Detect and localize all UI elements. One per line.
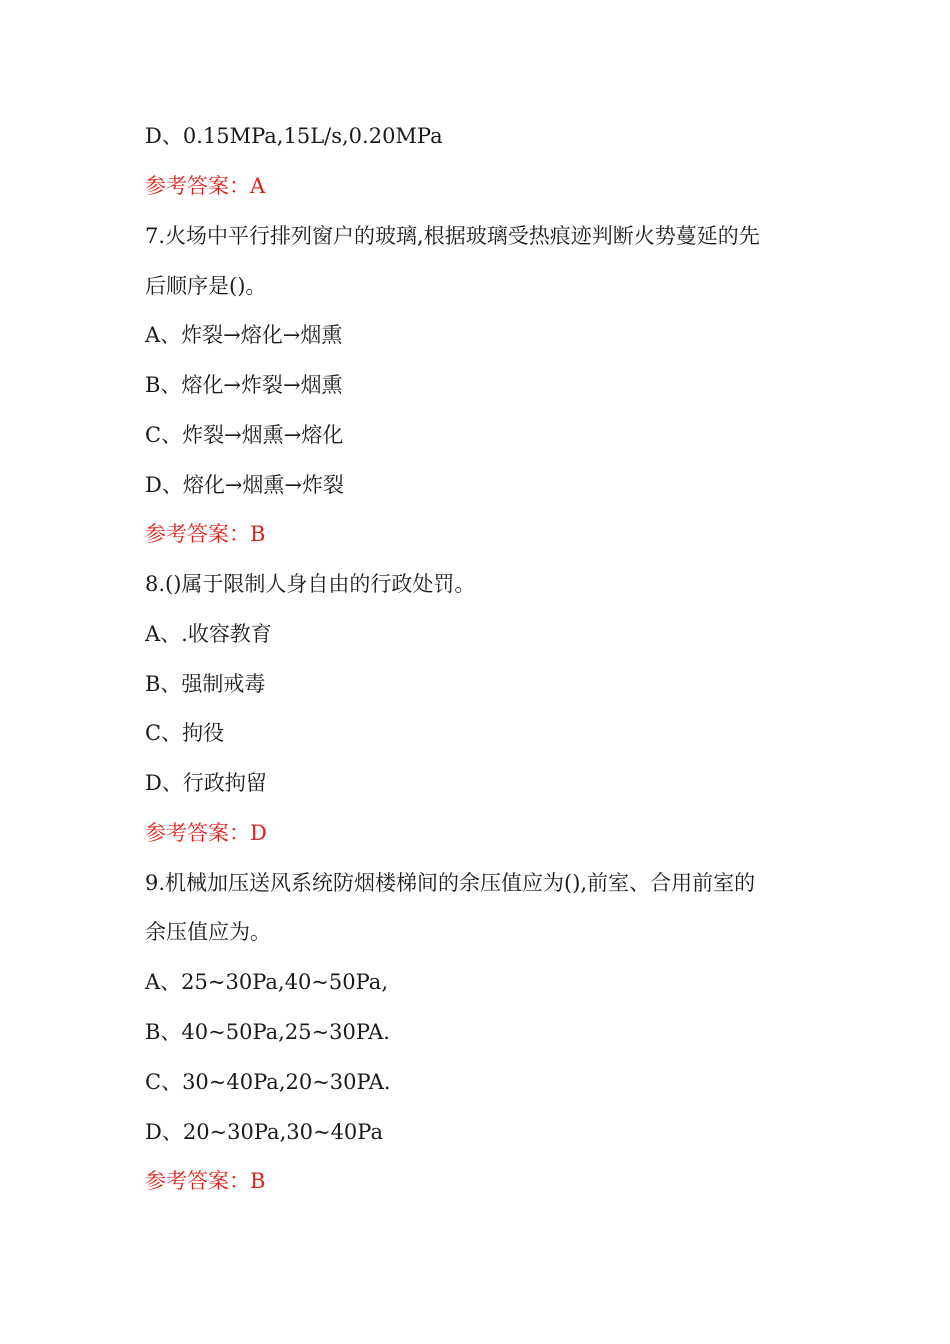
q9-stem-line2: 余压值应为。 xyxy=(145,920,271,944)
q7-answer xyxy=(145,521,825,547)
q7-option-a: A、炸裂→熔化→烟熏 xyxy=(145,323,343,347)
q7-stem-line1: 7.火场中平行排列窗户的玻璃,根据玻璃受热痕迹判断火势蔓延的先 xyxy=(145,224,760,248)
answer-label: 参考答案： xyxy=(145,174,250,198)
q7-stem-line2: 后顺序是()。 xyxy=(145,274,267,298)
answer-value: B xyxy=(250,522,266,546)
q6-answer xyxy=(145,173,825,199)
q8-answer xyxy=(145,820,825,846)
answer-label: 参考答案： xyxy=(145,821,250,845)
q7-option-c: C、炸裂→烟熏→熔化 xyxy=(145,423,344,447)
answer-value: D xyxy=(250,821,267,845)
q9-option-c: C、30~40Pa,20~30PA. xyxy=(145,1070,391,1094)
answer-label: 参考答案： xyxy=(145,522,250,546)
q7-option-b: B、熔化→炸裂→烟熏 xyxy=(145,373,343,397)
q8-stem-line1: 8.()属于限制人身自由的行政处罚。 xyxy=(145,572,476,596)
q9-answer xyxy=(145,1168,825,1194)
answer-label: 参考答案： xyxy=(145,1169,250,1193)
answer-value: B xyxy=(250,1169,266,1193)
q8-option-d: D、行政拘留 xyxy=(145,771,267,795)
answer-value: A xyxy=(250,174,266,198)
q8-option-a: A、.收容教育 xyxy=(145,622,272,646)
q8-option-b: B、强制戒毒 xyxy=(145,672,266,696)
q6-option-d: D、0.15MPa,15L/s,0.20MPa xyxy=(145,124,443,148)
q8-option-c: C、拘役 xyxy=(145,721,225,745)
q9-stem-line1: 9.机械加压送风系统防烟楼梯间的余压值应为(),前室、合用前室的 xyxy=(145,871,756,895)
q9-option-b: B、40~50Pa,25~30PA. xyxy=(145,1020,390,1044)
q9-option-a: A、25~30Pa,40~50Pa, xyxy=(145,970,389,994)
q7-option-d: D、熔化→烟熏→炸裂 xyxy=(145,473,345,497)
q9-option-d: D、20~30Pa,30~40Pa xyxy=(145,1120,384,1144)
